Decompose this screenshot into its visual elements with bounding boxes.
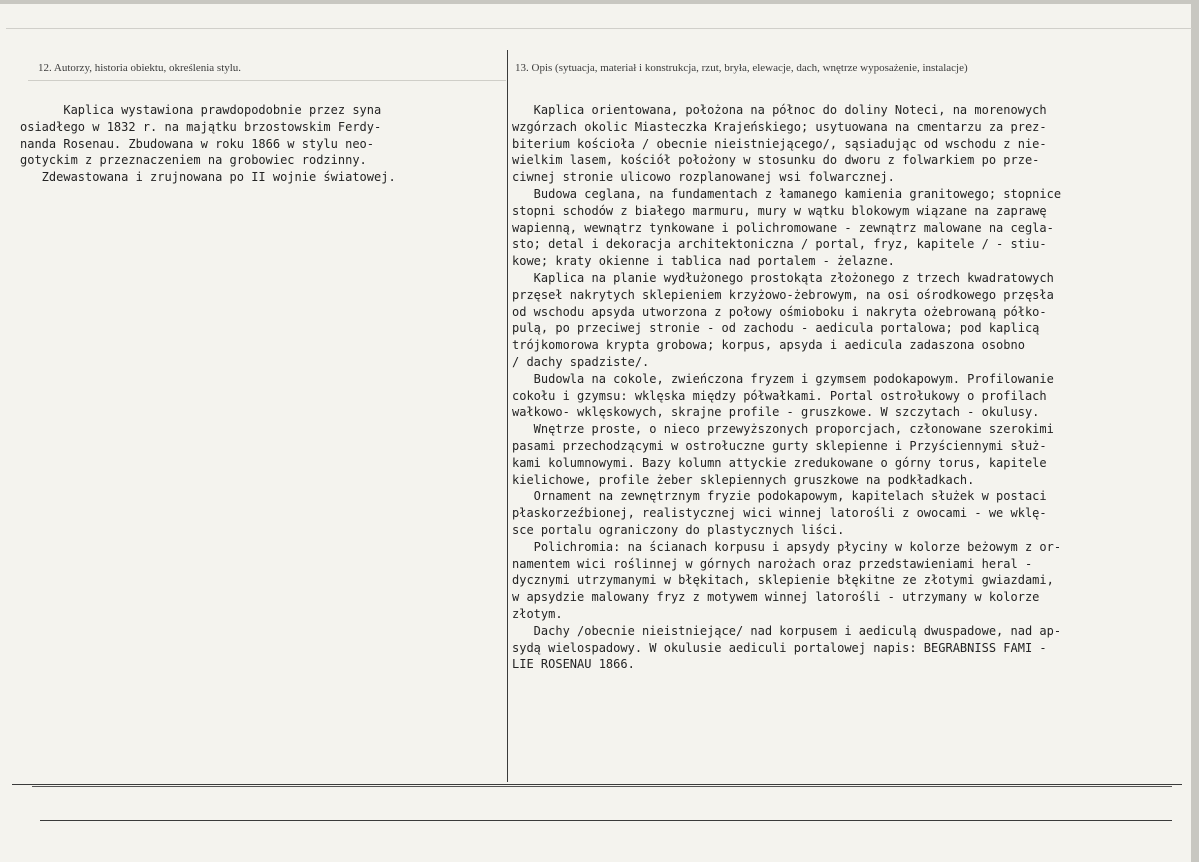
section-divider-left [28, 80, 506, 81]
right-edge-shadow [1191, 0, 1199, 862]
top-rule [6, 28, 1192, 29]
top-edge-shadow [0, 0, 1199, 4]
column-divider [507, 50, 508, 782]
section-12-label: 12. Autorzy, historia obiektu, określenia stylu. [38, 62, 242, 74]
section-13-label: 13. Opis (sytuacja, materiał i konstrukcja, rzut, bryła, elewacje, dach, wnętrze wyposażenie, instalacje) [515, 62, 968, 74]
footer-rule-1 [12, 784, 1182, 785]
footer-rule-3 [40, 820, 1172, 821]
footer-rule-2 [32, 786, 1172, 787]
section-12-text: Kaplica wystawiona prawdopodobnie przez syna osiadłego w 1832 r. na majątku brzostowskim Ferdy- nanda Rosenau. Zbudowana w roku 1866 w stylu neo- gotyckim z przeznaczeniem na grobowiec rodzinny. Zdewastowana i zrujnowana po II wojnie światowej. [20, 103, 396, 185]
section-13-text: Kaplica orientowana, położona na północ do doliny Noteci, na morenowych wzgórzach okolic Miasteczka Krajeńskiego; usytuowana na cmentarzu za prez- biterium kościoła / obecnie nieistniejącego/, sąsiadując od wschodu z nie- wielkim lasem, kościół położony w stosunku do dworu z folwarkiem po prze- ciwnej stronie ulicowo rozplanowanej wsi folwarcznej. Budowa ceglana, na fundamentach z łamanego kamienia granitowego; stopnice stopni schodów z białego marmuru, mury w wątku blokowym wiązane na zaprawę wapienną, wewnątrz tynkowane i polichromowane - zewnątrz malowane na cegla- sto; detal i dekoracja architektoniczna / portal, fryz, kapitele / - stiu- kowe; kraty okienne i tablica nad portalem - żelazne. Kaplica na planie wydłużonego prostokąta złożonego z trzech kwadratowych przęseł nakrytych sklepieniem krzyżowo-żebrowym, na osi ośrodkowego przęsła od wschodu apsyda utworzona z połowy ośmioboku i nakryta ożebrowaną półko- pulą, po przeciwej stronie - od zachodu - aedicula portalowa; pod kaplicą trójkomorowa krypta grobowa; korpus, apsyda i aedicula zadaszona osobno / dachy spadziste/. Budowla na cokole, zwieńczona fryzem i gzymsem podokapowym. Profilowanie cokołu i gzymsu: wklęska między półwałkami. Portal ostrołukowy o profilach wałkowo- wklęskowych, skrajne profile - gruszkowe. W szczytach - okulusy. Wnętrze proste, o nieco przewyższonych proporcjach, członowane szerokimi pasami przechodzącymi w ostrołuczne gurty sklepienne i Przyściennymi służ- kami kolumnowymi. Bazy kolumn attyckie zredukowane o górny torus, kapitele kielichowe, profile żeber sklepiennych gruszkowe na podkładkach. Ornament na zewnętrznym fryzie podokapowym, kapitelach służek w postaci płaskorzeźbionej, realistycznej wici winnej latorośli z owocami - we wklę- sce portalu ograniczony do plastycznych liści. Polichromia: na ścianach korpusu i apsydy płyciny w kolorze beżowym z or- namentem wici roślinnej w górnych narożach oraz przedstawieniami heral - dycznymi utrzymanymi w błękitach, sklepienie błękitne ze złotymi gwiazdami, w apsydzie malowany fryz z motywem winnej latorośli - utrzymany w kolorze złotym. Dachy /obecnie nieistniejące/ nad korpusem i aediculą dwuspadowe, nad ap- sydą wielospadowy. W okulusie aediculi portalowej napis: BEGRABNISS FAMI - LIE ROSENAU 1866. [512, 103, 1062, 672]
